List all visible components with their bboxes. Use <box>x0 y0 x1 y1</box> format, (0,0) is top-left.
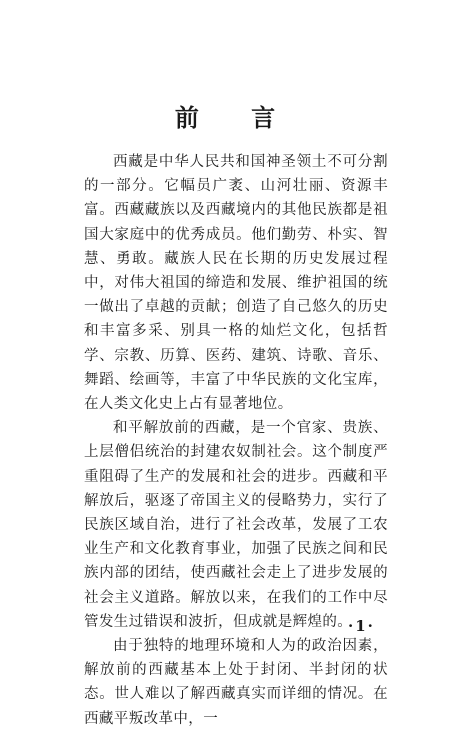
page-title: 前 言 <box>174 103 298 132</box>
paragraph-1: 西藏是中华人民共和国神圣领土不可分割的一部分。它幅员广袤、山河壮丽、资源丰富。西藏藏族以及西藏境内的其他民族都是祖国大家庭中的优秀成员。他们勤劳、朴实、智慧、勇敢。藏族人民在长期的历史发展过程中，对伟大祖国的缔造和发展、维护祖国的统一做出了卓越的贡献；创造了自己悠久的历史和丰富多采、别具一格的灿烂文化，包括哲学、宗教、历算、医药、建筑、诗歌、音乐、舞蹈、绘画等，丰富了中华民族的文化宝库，在人类文化史上占有显著地位。 <box>84 154 388 413</box>
page-number: ·1· <box>348 617 375 635</box>
body-text <box>84 150 388 731</box>
paragraph-2: 和平解放前的西藏，是一个官家、贵族、上层僧侣统治的封建农奴制社会。这个制度严重阻碍了生产的发展和社会的进步。西藏和平解放后，驱逐了帝国主义的侵略势力，实行了民族区域自治，进行了社会改革，发展了工农业生产和文化教育事业，加强了民族之间和民族内部的团结，使西藏社会走上了进步发展的社会主义道路。解放以来，在我们的工作中尽管发生过错误和波折，但成就是辉煌的。 <box>84 420 388 630</box>
paragraph-3: 由于独特的地理环境和人为的政治因素，解放前的西藏基本上处于封闭、半封闭的状态。世人难以了解西藏真实而详细的情况。在西藏平叛改革中，一 <box>84 638 388 727</box>
